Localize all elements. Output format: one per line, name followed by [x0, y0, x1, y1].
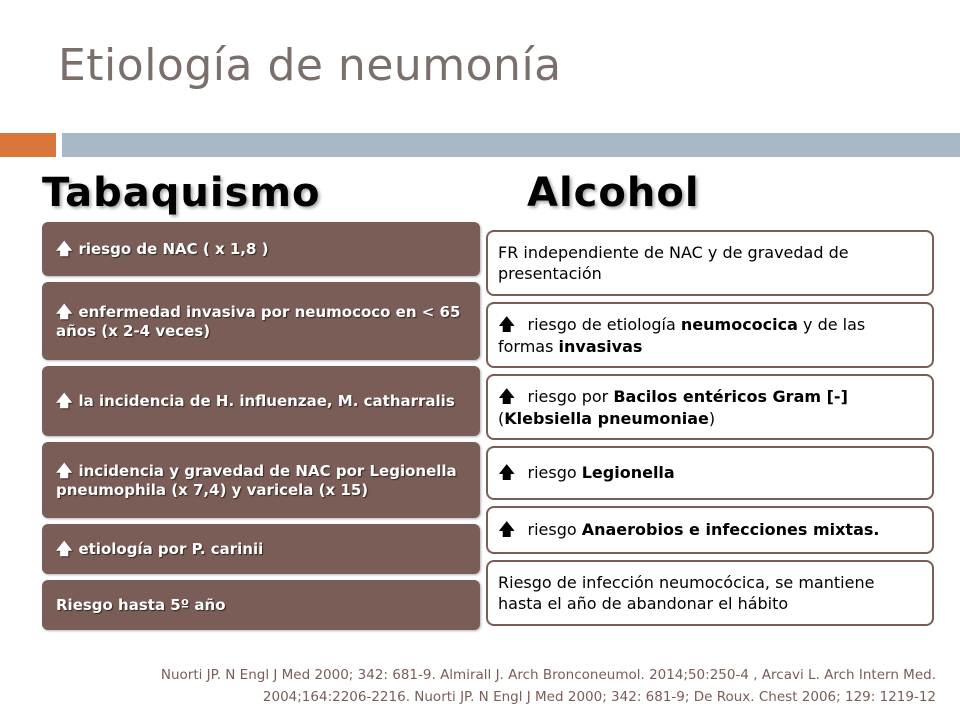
reference-line-2: 2004;164:2206-2216. Nuorti JP. N Engl J Med 2000; 342: 681-9; De Roux. Chest 2006; 129: 1219-12 [262, 689, 936, 705]
tabaquismo-item-1 [42, 222, 480, 276]
up-arrow-icon: 🡅 [56, 301, 73, 321]
tabaquismo-item-text: incidencia y gravedad de NAC por Legionella pneumophila (x 7,4) y varicela (x 15) [56, 461, 457, 499]
up-arrow-icon: 🡅 [56, 391, 73, 410]
tabaquismo-item-text: etiología por P. carinii [78, 540, 264, 558]
heading-alcohol: Alcohol [527, 170, 700, 216]
up-arrow-icon: 🡅 [56, 239, 73, 258]
tabaquismo-item-5 [42, 524, 480, 574]
alcohol-item-2: 🡅 riesgo de etiología neumococica y de las formas invasivas [486, 302, 934, 368]
tabaquismo-item-6 [42, 580, 480, 630]
up-arrow-icon: 🡅 [56, 539, 73, 558]
tabaquismo-item-text: enfermedad invasiva por neumococo en < 65 años (x 2-4 veces) [56, 302, 461, 340]
alcohol-item-6 [486, 560, 934, 626]
reference-line-1: Nuorti JP. N Engl J Med 2000; 342: 681-9. Almirall J. Arch Bronconeumol. 2014;50:250-4 , Arcavi L. Arch Intern Med. [160, 667, 936, 683]
accent-bar-orange [0, 133, 56, 157]
up-arrow-icon: 🡅 [498, 463, 516, 483]
accent-bar-blue [62, 133, 960, 157]
tabaquismo-item-text: Riesgo hasta 5º año [56, 595, 226, 614]
tabaquismo-item-text: la incidencia de H. influenzae, M. catharralis [78, 392, 455, 410]
heading-tabaquismo: Tabaquismo [42, 170, 321, 216]
alcohol-item-1 [486, 230, 934, 296]
tabaquismo-item-3 [42, 366, 480, 436]
alcohol-item-3: 🡅 riesgo por Bacilos entéricos Gram [-] (Klebsiella pneumoniae) [486, 374, 934, 440]
alcohol-item-4: 🡅 riesgo Legionella [486, 446, 934, 500]
up-arrow-icon: 🡅 [498, 520, 516, 540]
tabaquismo-item-2 [42, 282, 480, 360]
up-arrow-icon: 🡅 [498, 314, 516, 335]
up-arrow-icon: 🡅 [498, 386, 516, 407]
alcohol-item-text: FR independiente de NAC y de gravedad de presentación [498, 243, 849, 283]
tabaquismo-item-4 [42, 442, 480, 518]
up-arrow-icon: 🡅 [56, 460, 73, 480]
slide-title: Etiología de neumonía [58, 40, 562, 91]
alcohol-item-text: Riesgo de infección neumocócica, se mantiene hasta el año de abandonar el hábito [498, 573, 875, 613]
tabaquismo-item-text: riesgo de NAC ( x 1,8 ) [78, 240, 269, 258]
alcohol-item-5: 🡅 riesgo Anaerobios e infecciones mixtas. [486, 506, 934, 554]
references [40, 664, 936, 708]
